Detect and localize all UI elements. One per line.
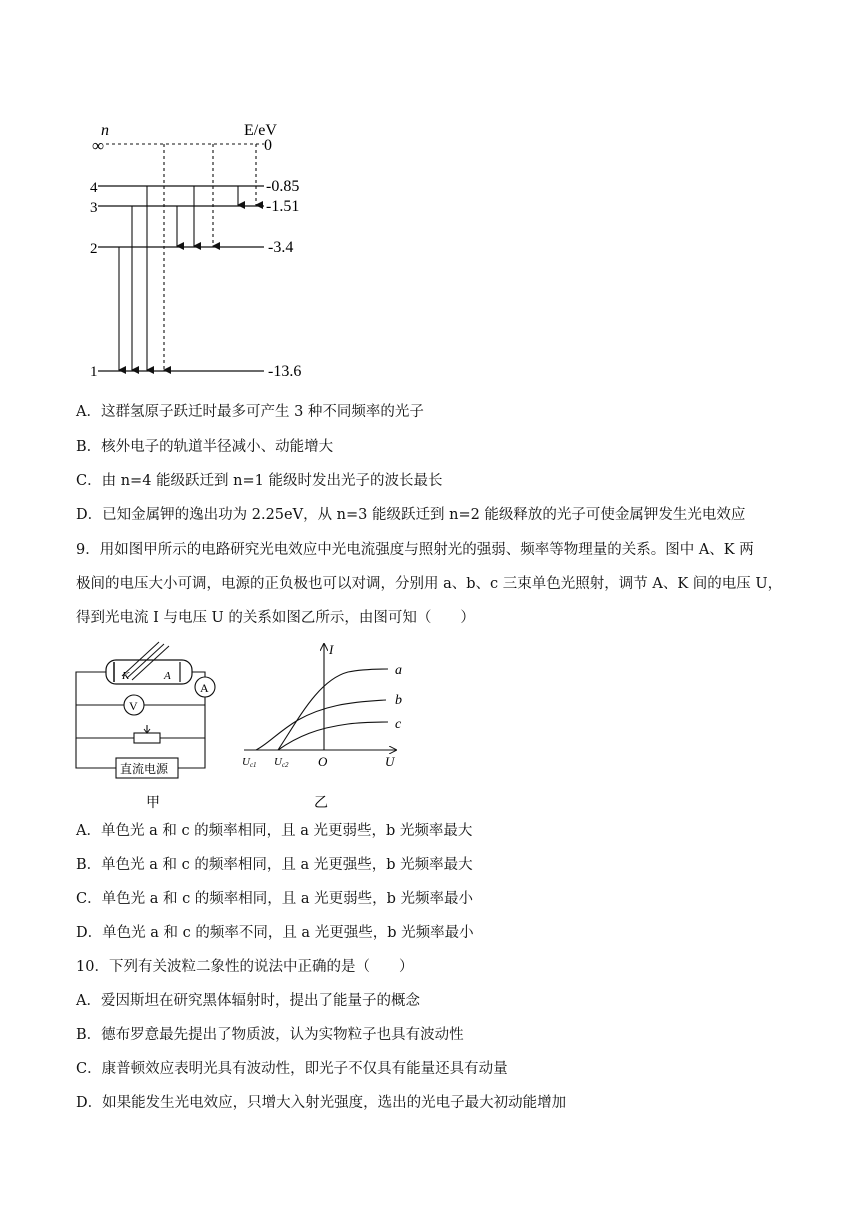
curve-c-label: c xyxy=(395,717,402,732)
curve-b-label: b xyxy=(395,693,402,708)
q10-option-c: C．康普顿效应表明光具有波动性，即光子不仅具有能量还具有动量 xyxy=(76,1061,508,1077)
q10-option-a: A．爱因斯坦在研究黑体辐射时，提出了能量子的概念 xyxy=(76,993,420,1009)
energy-value-1: -13.6 xyxy=(268,363,302,380)
q8-option-d: D．已知金属钾的逸出功为 2.25eV，从 n=3 能级跃迁到 n=2 能级释放的光子可使金属钾发生光电效应 xyxy=(76,507,746,523)
energy-value-3: -1.51 xyxy=(266,198,300,215)
anode-label-a: A xyxy=(164,670,171,682)
q9-stem-line-3: 得到光电流 I 与电压 U 的关系如图乙所示，由图可知（ ） xyxy=(76,610,475,626)
level-n-2: 2 xyxy=(90,241,98,257)
rheostat xyxy=(134,733,160,743)
graph-origin-label: O xyxy=(318,754,328,769)
circuit-diagram xyxy=(72,640,222,815)
curve-a-label: a xyxy=(395,663,402,678)
voltmeter-label: V xyxy=(129,699,138,713)
n-axis-label: n xyxy=(101,122,109,139)
cathode-label-k: K xyxy=(122,670,130,682)
q9-stem-line-2: 极间的电压大小可调，电源的正负极也可以对调，分别用 a、b、c 三束单色光照射，调节 A、K 间的电压 U， xyxy=(76,576,783,592)
energy-value-2: -3.4 xyxy=(268,239,294,256)
curve-b xyxy=(256,700,386,750)
photocurrent-graph xyxy=(238,640,418,815)
energy-value-inf: 0 xyxy=(264,137,272,154)
circuit-caption: 甲 xyxy=(146,796,160,811)
q9-stem-line-1: 9．用如图甲所示的电路研究光电效应中光电流强度与照射光的强弱、频率等物理量的关系。图中 A、K 两 xyxy=(76,542,754,558)
curve-c xyxy=(278,722,388,750)
graph-i-label: I xyxy=(329,642,334,657)
q8-option-c: C．由 n=4 能级跃迁到 n=1 能级时发出光子的波长最长 xyxy=(76,473,443,489)
graph-caption: 乙 xyxy=(314,796,328,811)
q9-option-a: A．单色光 a 和 c 的频率相同，且 a 光更弱些，b 光频率最大 xyxy=(76,823,473,839)
q10-option-d: D．如果能发生光电效应，只增大入射光强度，选出的光电子最大初动能增加 xyxy=(76,1095,567,1111)
ammeter-label: A xyxy=(200,681,209,695)
energy-level-diagram xyxy=(80,118,330,388)
level-n-4: 4 xyxy=(90,180,98,196)
level-n-3: 3 xyxy=(90,200,98,216)
q9-option-d: D．单色光 a 和 c 的频率不同，且 a 光更强些，b 光频率最小 xyxy=(76,925,474,941)
q10-stem: 10．下列有关波粒二象性的说法中正确的是（ ） xyxy=(76,959,414,975)
level-n-1: 1 xyxy=(90,364,98,380)
dc-power-source-label: 直流电源 xyxy=(120,762,169,776)
graph-uc2-label: Uc2 xyxy=(274,756,289,769)
q8-option-b: B．核外电子的轨道半径减小、动能增大 xyxy=(76,439,334,455)
graph-u-label: U xyxy=(385,754,395,769)
energy-axis-label: E/eV xyxy=(244,122,277,139)
graph-uc1-label: Uc1 xyxy=(242,756,257,769)
q9-option-c: C．单色光 a 和 c 的频率相同，且 a 光更弱些，b 光频率最小 xyxy=(76,891,474,907)
q8-option-a: A．这群氢原子跃迁时最多可产生 3 种不同频率的光子 xyxy=(76,404,424,420)
curve-a xyxy=(278,669,388,750)
level-n-inf: ∞ xyxy=(92,136,105,155)
energy-value-4: -0.85 xyxy=(266,178,300,195)
q9-option-b: B．单色光 a 和 c 的频率相同，且 a 光更强些，b 光频率最大 xyxy=(76,857,473,873)
phototube xyxy=(106,660,192,684)
q10-option-b: B．德布罗意最先提出了物质波，认为实物粒子也具有波动性 xyxy=(76,1027,464,1043)
